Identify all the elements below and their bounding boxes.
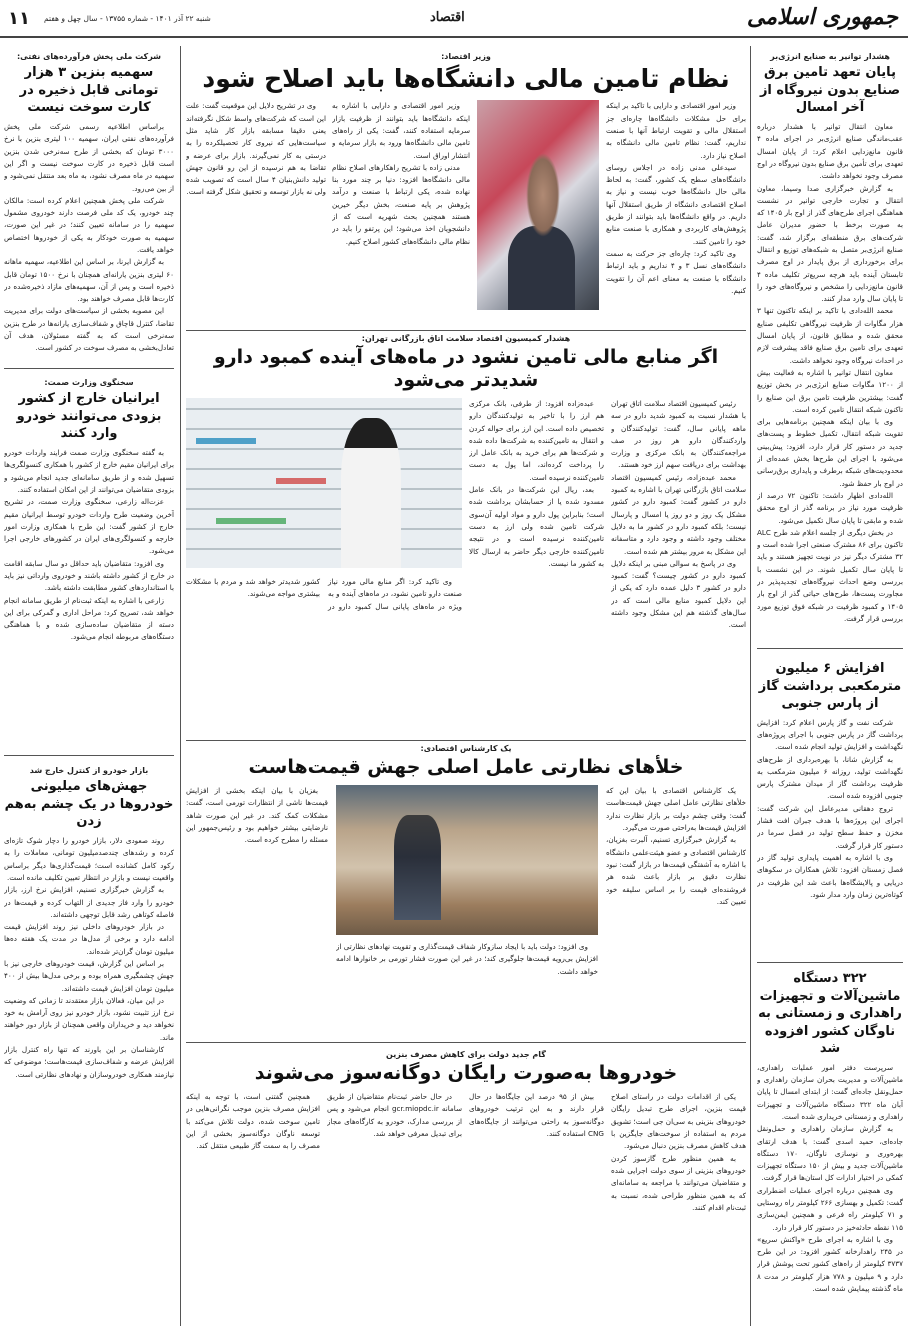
article-divider bbox=[186, 330, 746, 331]
paragraph: محمد عبده‌زاده، رئیس کمیسیون اقتصاد سلامت اتاق بازرگانی تهران با اشاره به کمبود دارو در کشور گفت: کمبود دارو در کشور مشکل یک روز و دو روز یا امسال و پارسال نیست؛ بلکه کمبود دارو در کشور ما به دلایل مختلف وجود داشته و وجود دارد و متاسفانه این مشکل به مرور بیشتر هم شده است. bbox=[611, 472, 746, 556]
paragraph: به گزارش خبرگزاری تسنیم، آلبرت بغزیان، کارشناس اقتصادی و عضو هیئت‌علمی دانشگاه با اشاره به آشفتگی قیمت‌ها در بازار گفت: نبود نظارت دقیق بر بازار باعث شده هر فروشنده‌ای قیمت را بر اساس سلیقه خود تعیین کند. bbox=[606, 835, 746, 906]
supermarket-shopper-photo bbox=[336, 785, 598, 935]
article-headline: نظام تامین مالی دانشگاه‌ها باید اصلاح شود bbox=[202, 64, 730, 94]
paragraph: وی تاکید کرد: چاره‌ای جز حرکت به سمت دانشگاه‌های نسل ۳ و ۴ نداریم و باید ارتباط دانشگاه با صنعت به معنای اعم آن را تقویت کنیم. bbox=[606, 248, 746, 295]
paragraph: براساس اطلاعیه رسمی شرکت ملی پخش فرآورده‌های نفتی ایران، سهمیه ۱۰۰ لیتری بنزین با نرخ ۳۰۰۰ تومان که بخشی از طرح سه‌نرخی شدن بنزین است قابل ذخیره در کارت سوخت نیست و اگر این سهمیه در ماه مصرف نشود، به ماه بعد منتقل نمی‌شود و از بین می‌رود. bbox=[4, 122, 174, 193]
paragraph: در بازار خودروهای داخلی نیز روند افزایش قیمت ادامه دارد و برخی از مدل‌ها در مدت یک هفته ده‌ها میلیون تومان گران‌تر شده‌اند. bbox=[4, 922, 174, 956]
paragraph: عزت‌اله زارعی، سخنگوی وزارت صمت، در تشریح آخرین وضعیت طرح واردات خودرو توسط ایرانیان مقیم خارج از کشور گفت: این طرح با همکاری وزارت امور خارجه و کنسولگری‌های ایران در کشورهای خارجی اجرا می‌شود. bbox=[4, 497, 174, 556]
paragraph: به گزارش سازمان راهداری و حمل‌ونقل جاده‌ای، حمید اسدی گفت: با هدف ارتقای بهره‌وری و نوسازی ناوگان، ۱۷۰ دستگاه ماشین‌آلات جدید و بیش از ۱۵۰ دستگاه تجهیزات کمکی در اختیار ادارات کل استان‌ها قرار گرفت. bbox=[757, 1124, 903, 1183]
article-fuel-quota bbox=[4, 52, 174, 362]
article-body-col2 bbox=[332, 100, 470, 310]
decor bbox=[276, 478, 326, 484]
article-body-col2 bbox=[469, 398, 604, 734]
paragraph: به همین منظور طرح گازسوز کردن خودروهای بنزینی از سوی دولت اجرایی شده و متقاضیان می‌توانند با مراجعه به سامانه‌ای که به همین منظور طراحی شده، نسبت به ثبت‌نام اقدام کنند. bbox=[611, 1153, 746, 1212]
article-title: افزایش ۶ میلیون مترمکعبی برداشت گاز از پارس جنوبی bbox=[758, 661, 902, 712]
paragraph: سیدعلی مدنی زاده در اجلاس روسای دانشگاه‌های سطح یک کشور، گفت: به لحاظ مالی حال دانشگاه‌ها خوب نیست و نیاز به اصلاح اقتصادی دانشگاه از طریق استقلال آنها داریم. در واقع دانشگاه‌ها باید بتوانند از طریق پژوهش‌های کاربردی و همکاری با صنعت منابع خود را تامین کنند. bbox=[606, 162, 746, 246]
paragraph: به گفته سخنگوی وزارت صمت فرایند واردات خودرو برای ایرانیان مقیم خارج از کشور با همکاری کنسولگری‌ها تسهیل شده و از طریق سامانه‌ای جدید انجام می‌شود و بزودی متقاضیان می‌توانند از این امکان استفاده کنند. bbox=[4, 448, 174, 494]
decor bbox=[196, 438, 256, 444]
paragraph: محمد الله‌دادی با تاکید بر اینکه تاکنون تنها ۳ هزار مگاوات از ظرفیت نیروگاهی تکلیفی صنایع محقق شده و مطابق قانون، از پایان امسال تعهدی برای تامین برق صنایع فاقد پیشرفت لازم در احداث نیروگاه وجود نخواهد داشت. bbox=[757, 306, 903, 365]
minister-speaking-photo bbox=[477, 100, 599, 310]
article-headline: خودروها به‌صورت رایگان دوگانه‌سوز می‌شوند bbox=[254, 1062, 678, 1085]
article-south-pars-gas bbox=[757, 660, 903, 960]
article-kicker: یک کارشناس اقتصادی: bbox=[420, 744, 512, 753]
article-body-col1 bbox=[606, 100, 746, 310]
article-body-col4 bbox=[186, 1091, 320, 1321]
paragraph: وی در پاسخ به سوالی مبنی بر اینکه دلایل کمبود دارو در کشور چیست؟ گفت: کمبود دارو در کشور ۳ دلیل عمده دارد که یکی از این دلایل کمبود منابع مالی است که در سال‌های گذشته هم این مشکل وجود داشته است. bbox=[611, 558, 746, 630]
page-number: ۱۱ bbox=[8, 8, 30, 29]
paragraph: در حال حاضر ثبت‌نام متقاضیان از طریق سامانه gcr.miopdc.ir انجام می‌شود و پس از بررسی مدارک، خودرو به کارگاه‌های مجاز برای تبدیل معرفی خواهد شد. bbox=[327, 1092, 462, 1139]
article-medicine-shortage bbox=[186, 334, 746, 734]
article-body bbox=[4, 835, 174, 1081]
article-body-col3 bbox=[186, 576, 462, 734]
paragraph: به گزارش شانا، با بهره‌برداری از طرح‌های نگهداشت تولید، روزانه ۶ میلیون مترمکعب به ظرفیت برداشت گاز از میدان مشترک پارس جنوبی افزوده شده است. bbox=[757, 754, 903, 801]
article-divider bbox=[186, 1042, 746, 1043]
article-body-col3 bbox=[186, 785, 328, 1030]
article-body-col2 bbox=[469, 1091, 604, 1321]
article-kicker: شرکت ملی پخش فرآورده‌های نفتی: bbox=[16, 52, 162, 61]
paragraph: به گزارش خبرگزاری تسنیم، افزایش نرخ ارز، بازار خودرو را وارد فاز جدیدی از التهاب کرده و قیمت‌ها در فاصله کوتاهی رشد قابل توجهی داشته‌اند. bbox=[4, 885, 174, 919]
paragraph: به گزارش ایرنا، بر اساس این اطلاعیه، سهمیه ماهانه ۶۰ لیتری بنزین یارانه‌ای همچنان با نرخ ۱۵۰۰ تومان قابل ذخیره است و پس از آن، سهمیه‌های مازاد ذخیره‌شده در کارت‌ها قابل مصرف خواهند بود. bbox=[4, 257, 174, 304]
paragraph: یک کارشناس اقتصادی با بیان این که خلأهای نظارتی عامل اصلی جهش قیمت‌هاست گفت: وقتی چشم دولت بر بازار نظارت ندارد افزایش قیمت‌ها به‌راحتی صورت می‌گیرد. bbox=[606, 786, 746, 833]
article-headline: اگر منابع مالی تامین نشود در ماه‌های آینده کمبود دارو شدیدتر می‌شود bbox=[213, 346, 719, 392]
paragraph: سرپرست دفتر امور عملیات راهداری، ماشین‌آلات و مدیریت بحران سازمان راهداری و حمل‌ونقل جاده‌ای گفت: از ابتدای امسال تا پایان آبان ماه ۳۲۲ دستگاه ماشین‌آلات و تجهیزات راهداری و زمستانی خریداری شده است. bbox=[757, 1062, 903, 1121]
paragraph: معاون انتقال توانیر با اشاره به فعالیت بیش از ۱۲۰۰ مگاوات صنایع انرژی‌بر در بخش توزیع گفت: بیشترین ظرفیت تامین برق این صنایع را تاکنون شبکه انتقال تامین کرده است. bbox=[757, 367, 903, 414]
paragraph: معاون انتقال توانیر با هشدار درباره عقب‌ماندگی صنایع انرژی‌بر در اجرای ماده ۴ قانون مانع‌زدایی اعلام کرد: از پایان امسال تعهدی برای تأمین برق صنایع بدون نیروگاه در اوج مصرف وجود نخواهد داشت. bbox=[757, 122, 903, 181]
article-divider bbox=[757, 962, 903, 963]
paragraph: زارعی با اشاره به اینکه ثبت‌نام از طریق سامانه انجام خواهد شد، تصریح کرد: مراحل اداری و گمرکی برای این دسته از متقاضیان ساده‌سازی شده و با هماهنگی دستگاه‌های مربوطه انجام می‌شود. bbox=[4, 595, 174, 642]
masthead bbox=[0, 0, 908, 38]
paragraph: بیش از ۹۵ درصد این جایگاه‌ها در حال قرار دارند و به این ترتیب خودروهای دوگانه‌سوز به راحتی می‌توانند از جایگاه‌های CNG استفاده کنند. bbox=[469, 1092, 604, 1139]
paragraph: یکی از اقدامات دولت در راستای اصلاح قیمت بنزین، اجرای طرح تبدیل رایگان خودروهای بنزینی به سی‌ان جی است؛ تشویق مردم به استفاده از سوخت‌های جایگزین با هدف کاهش مصرف بنزین دنبال می‌شود. bbox=[611, 1092, 746, 1151]
article-body bbox=[757, 1062, 903, 1296]
article-title: جهش‌های میلیونی خودروها در یک چشم به‌هم زدن bbox=[4, 779, 174, 830]
article-divider bbox=[4, 755, 174, 756]
paragraph: وی افزود: متقاضیان باید حداقل دو سال سابقه اقامت در خارج از کشور داشته باشند و خودروی وارداتی نیز باید با استانداردهای کشور مطابقت داشته باشد. bbox=[4, 558, 174, 593]
article-body-col3 bbox=[186, 100, 326, 310]
article-body bbox=[4, 447, 174, 644]
article-cng-conversion bbox=[186, 1050, 746, 1328]
paragraph: در این میان، فعالان بازار معتقدند تا زمانی که وضعیت نرخ ارز تثبیت نشود، بازار خودرو نیز روی آرامش به خود نخواهد دید و خریداران واقعی همچنان از بازار دور خواهند ماند. bbox=[4, 995, 174, 1042]
pharmacist-figure bbox=[341, 418, 402, 568]
article-kicker: وزیر اقتصاد: bbox=[441, 52, 491, 61]
article-kicker: هشدار کمیسیون اقتصاد سلامت اتاق بازرگانی تهران: bbox=[361, 334, 571, 343]
paragraph: بعد، ریال این شرکت‌ها در بانک عامل مسدود شده یا از حسابشان برداشت شده است؛ بنابراین پول دارو و مواد اولیه آن‌سوی شرکت تامین شده ولی ارز به دست تامین‌کننده نرسیده است و در نتیجه تامین‌کننده خارجی دیگر حاضر به ارسال کالا به کشور ما نیست. bbox=[469, 485, 604, 568]
article-price-inflation bbox=[186, 744, 746, 1039]
article-kicker: سخنگوی وزارت صمت: bbox=[44, 378, 134, 387]
paragraph: کارشناسان بر این باورند که تنها راه کنترل بازار افزایش عرضه و شفاف‌سازی قیمت‌هاست؛ موضوعی که نیازمند همکاری خودروسازان و نهادهای نظارتی است. bbox=[4, 1045, 174, 1079]
column-divider bbox=[750, 46, 751, 1326]
article-expat-car-import bbox=[4, 378, 174, 748]
paragraph: بر اساس این گزارش، قیمت خودروهای خارجی نیز با جهش چشمگیری همراه بوده و برخی مدل‌ها بیش از ۴۰۰ میلیون تومان افزایش قیمت داشته‌اند. bbox=[4, 959, 174, 993]
article-title: پایان تعهد تامین برق صنایع بدون نیروگاه از آخر امسال bbox=[759, 65, 901, 116]
article-body-col1 bbox=[611, 398, 746, 734]
article-kicker: گام جدید دولت برای کاهش مصرف بنزین bbox=[386, 1050, 546, 1059]
article-title: سهمیه بنزین ۳ هزار تومانی قابل ذخیره در کارت سوخت نیست bbox=[19, 65, 159, 116]
paragraph: روند صعودی دلار، بازار خودرو را دچار شوک تازه‌ای کرده و رشدهای چندصدمیلیون تومانی، معاملات را به رکود کامل کشانده است؛ قیمت‌گذاری‌ها دیگر براساس واقعیت نیست و بازار در انتظار تعیین تکلیف مانده است. bbox=[4, 836, 174, 882]
decor bbox=[216, 518, 286, 524]
paragraph: الله‌دادی اظهار داشت: تاکنون ۷۲ درصد از ظرفیت مورد نیاز در برنامه گذر از اوج محقق شده و مابقی تا پایان سال تکمیل می‌شود. bbox=[757, 490, 903, 525]
paragraph: به گزارش خبرگزاری صدا وسیما، معاون انتقال و تجارت خارجی توانیر در نشست هماهنگی اجرای طرح‌های گذر از اوج بار ۱۴۰۵ که به صورت برخط با حضور مدیران عامل شرکت‌های برق منطقه‌ای برگزار شد، گفت: صنایع انرژی‌بر متصل به شبکه‌های توزیع و انتقال برای برخورداری از برق پایدار در اوج مصرف تابستان آینده باید هرچه سریع‌تر تکلیف ماده ۴ قانون مانع‌زدایی را مشخص و نیروگاه‌های خود را تا پایان سال وارد مدار کنند. bbox=[757, 183, 903, 304]
paragraph: وی با اشاره به اهمیت پایداری تولید گاز در فصل زمستان افزود: تلاش همکاران در سکوهای دریایی و پالایشگاه‌ها باعث شد این ظرفیت در کوتاه‌ترین زمان وارد مدار شود. bbox=[757, 852, 903, 899]
article-body-col1 bbox=[611, 1091, 746, 1321]
paragraph: عبده‌زاده افزود: از طرفی، بانک مرکزی هم ارز را با تاخیر به تولیدکنندگان دارو تخصیص داده است. این ارز برای حواله کردن و انتقال به تامین‌کننده به شرکت‌ها داده شده و شرکت‌ها هم برای خرید به بانک عامل ارز را پرداخت کرده‌اند، اما پول به دست تامین‌کننده نرسیده است. bbox=[469, 398, 604, 482]
newspaper-logo: جمهوری اسلامی bbox=[746, 4, 898, 30]
article-divider bbox=[757, 648, 903, 649]
article-tavanir bbox=[757, 52, 903, 642]
column-divider bbox=[180, 46, 181, 1326]
article-title: ۳۲۲ دستگاه ماشین‌آلات و تجهیزات راهداری و زمستانی به ناوگان کشور افزوده شد bbox=[758, 971, 902, 1057]
paragraph: وی افزود: دولت باید با ایجاد سازوکار شفاف قیمت‌گذاری و تقویت نهادهای نظارتی از افزایش بی‌رویه قیمت‌ها جلوگیری کند؛ در غیر این صورت فشار تورمی بر خانوارها ادامه خواهد داشت. bbox=[336, 942, 598, 976]
article-road-machinery bbox=[757, 970, 903, 1328]
article-headline: خلأهای نظارتی عامل اصلی جهش قیمت‌هاست bbox=[248, 756, 684, 779]
paragraph: این مصوبه بخشی از سیاست‌های دولت برای مدیریت تقاضا، کنترل قاچاق و شفاف‌سازی یارانه‌ها در طرح بنزین سه‌نرخی است که به گفته مسئولان، هدف آن تعادل‌بخشی به مصرف سوخت در کشور است. bbox=[4, 306, 174, 353]
paragraph: وزیر امور اقتصادی و دارایی با اشاره به اینکه دانشگاه‌ها باید بتوانند از ظرفیت بازار سرمایه استفاده کنند، گفت: یکی از راه‌های تامین مالی دانشگاه‌ها ورود به بازار سرمایه و انتشار اوراق است. bbox=[332, 101, 470, 160]
paragraph: رئیس کمیسیون اقتصاد سلامت اتاق تهران با هشدار نسبت به کمبود شدید دارو در سه ماهه پایانی سال، گفت: تولیدکنندگان و واردکنندگان دارو هر روز در صف مراجعه‌کنندگان به بانک مرکزی و وزارت بهداشت برای دریافت سهم ارز خود هستند. bbox=[611, 398, 746, 470]
article-university-funding bbox=[186, 52, 746, 327]
paragraph: وزیر امور اقتصادی و دارایی با تاکید بر اینکه برای حل مشکلات دانشگاه‌ها چاره‌ای جز استقلال مالی و تقویت ارتباط آنها با صنعت نداریم، گفت: نظام تامین مالی دانشگاه به اصلاح نیاز دارد. bbox=[606, 101, 746, 160]
article-body-col2 bbox=[336, 941, 598, 1030]
article-kicker: هشدار توانیر به صنایع انرژی‌بر bbox=[770, 52, 890, 61]
paragraph: وی همچنین درباره اجرای عملیات اضطراری گفت: تکمیل و بهسازی ۲۶۶ کیلومتر راه روستایی و ۷۱ کیلومتر راه فرعی و همچنین ایمن‌سازی ۱۱۵ نقطه حادثه‌خیز در دستور کار قرار دارد. bbox=[757, 1185, 903, 1232]
paragraph: وی با اشاره به اجرای طرح «واکنش سریع» در ۲۴۵ راهدارخانه کشور افزود: در این طرح ۳۷۳۷ کیلومتر از راه‌های کشور تحت پوشش قرار دارد و ۹ میلیون و ۷۷۸ هزار کیلومتر در مدت ۸ ماه گذشته پیمایش شده است. bbox=[757, 1234, 903, 1294]
issue-date-line: شنبه ۲۲ آذر ۱۴۰۱ - شماره ۱۳۷۵۵ - سال چهل و هفتم bbox=[44, 14, 211, 23]
paragraph: وی تاکید کرد: اگر منابع مالی مورد نیاز صنعت دارو تامین نشود، در ماه‌های آینده و به ویژه در ماه‌های پایانی سال کمبود دارو در کشور شدیدتر خواهد شد و مردم با مشکلات بیشتری مواجه می‌شوند. bbox=[186, 576, 462, 611]
paragraph: شرکت ملی پخش همچنین اعلام کرده است: مالکان چند خودرو، یک کد ملی فرصت دارند خودروی مشمول سهمیه را در سامانه تعیین کنند؛ در غیر این صورت، سهمیه به صورت خودکار به یکی از خودروها اختصاص خواهد یافت. bbox=[4, 195, 174, 254]
paragraph: شرکت نفت و گاز پارس اعلام کرد: افزایش برداشت گاز در پارس جنوبی با اجرای پروژه‌های نگهداشت و افزایش تولید انجام شده است. bbox=[757, 717, 903, 752]
article-body-col1 bbox=[606, 785, 746, 1030]
article-title: ایرانیان خارج از کشور بزودی می‌توانند خودرو وارد کنند bbox=[16, 391, 162, 442]
section-title: اقتصاد bbox=[430, 10, 465, 25]
paragraph: مدنی زاده با تشریح راهکارهای اصلاح نظام مالی دانشگاه‌ها افزود: دنیا بر چند مورد بنا نهاده شده، یکی ارتباط با صنعت و درآمد پژوهش بر پایه صنعت، بخش دیگر خیرین هستند همچنین بحث شهریه است که از دانشجویان اخذ می‌شود؛ این پرتفو را باید در نظام مالی دانشگاه‌های کشور اصلاح کنیم. bbox=[332, 162, 470, 246]
article-kicker: بازار خودرو از کنترل خارج شد bbox=[29, 766, 149, 775]
paragraph: همچنین گفتنی است، با توجه به اینکه افزایش مصرف بنزین موجب نگرانی‌هایی در تامین سوخت شده، دولت تلاش می‌کند با توسعه ناوگان دوگانه‌سوز بخشی از این مصرف را به سمت گاز طبیعی منتقل کند. bbox=[186, 1092, 320, 1151]
paragraph: وی در تشریح دلایل این موقعیت گفت: علت این است که شرکت‌های واسط شکل نگرفته‌اند یعنی دقیقا مسابقه بازار کار شاید مثل سیاست‌هایی که نیروی کار تحصیلکرده را به درستی به کار نمی‌گیرند. بازار برای عرضه و تقاضا به هم نرسیده از این رو قانون جهش تولید دانش‌بنیان ۴ سال است که تصویب شده ولی نه بازار توسعه و تحقیق شکل گرفته است. bbox=[186, 101, 326, 197]
article-body bbox=[757, 121, 903, 625]
article-divider bbox=[4, 368, 174, 369]
paragraph: در بخش دیگری از جلسه اعلام شد طرح ALC تاکنون برای ۸۶ مشترک صنعتی اجرا شده است و ۳۲ مشترک دیگر نیز در نوبت تجهیز هستند و باید تا پایان سال تکمیل شوند. در این نشست با بررسی وضع احداث نیروگاه‌های تجدیدپذیر در مجاورت پست‌ها، طرح‌های حیاتی گذر از اوج بار ۱۴۰۵ و کمبود ظرفیت در شبکه فوق توزیع مورد بررسی قرار گرفت. bbox=[757, 527, 903, 623]
article-divider bbox=[186, 740, 746, 741]
paragraph: بغزیان با بیان اینکه بخشی از افزایش قیمت‌ها ناشی از انتظارات تورمی است، گفت: مشکلات کمک کند. در غیر این صورت شاهد نارضایتی بیشتر خواهیم بود و رئیس‌جمهور این مسئله را مطرح کرده است. bbox=[186, 786, 328, 845]
article-body-col3 bbox=[327, 1091, 462, 1321]
paragraph: تروج دهقانی مدیرعامل این شرکت گفت: اجرای این پروژه‌ها با هدف جبران افت فشار مخزن و حفظ سطح تولید در فصل سرما در دستور کار قرار گرفت. bbox=[757, 803, 903, 850]
article-body bbox=[757, 717, 903, 901]
article-body bbox=[4, 121, 174, 355]
paragraph: وی با بیان اینکه همچنین برنامه‌هایی برای تقویت شبکه انتقال، تکمیل خطوط و پست‌های جدید در دستور کار قرار دارد، افزود: پیش‌بینی می‌شود با اجرای این طرح‌ها بخش عمده‌ای از محدودیت‌های شبکه برطرف و پایداری برق‌رسانی در اوج بار حفظ شود. bbox=[757, 417, 903, 488]
article-car-market bbox=[4, 766, 174, 1328]
pharmacy-shelves-photo bbox=[186, 398, 462, 568]
